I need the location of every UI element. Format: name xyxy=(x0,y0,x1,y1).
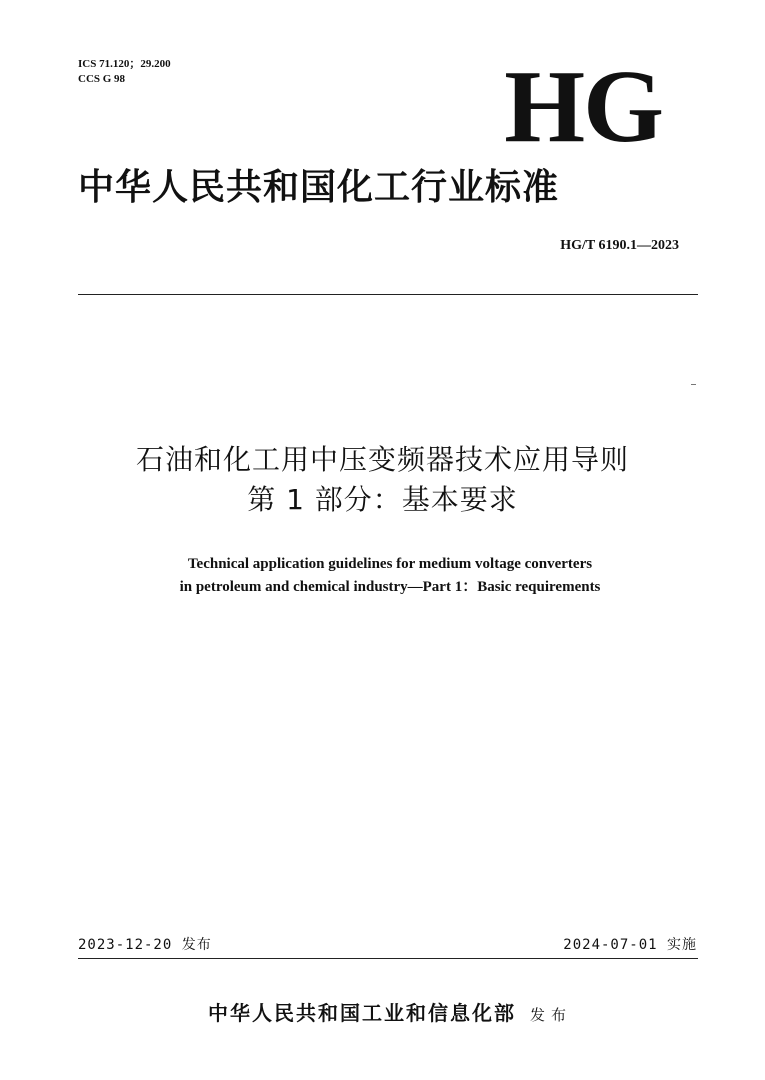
classification-codes xyxy=(78,57,171,87)
publisher-name: 中华人民共和国工业和信息化部 xyxy=(207,1001,516,1025)
publisher-line xyxy=(0,997,765,1026)
top-divider xyxy=(78,294,698,295)
bottom-divider xyxy=(78,958,698,959)
publish-verb: 发布 xyxy=(529,1006,572,1024)
chinese-title-line-2: 第 1 部分：基本要求 xyxy=(247,483,518,516)
standard-type-heading: 中华人民共和国化工行业标准 xyxy=(78,166,560,208)
implementation-date: 2024-07-01 实施 xyxy=(563,937,697,953)
english-title-line-2: in petroleum and chemical industry—Part 1：Basic requirements xyxy=(179,579,601,595)
ccs-code: CCS G 98 xyxy=(78,73,126,85)
issue-date: 2023-12-20 发布 xyxy=(78,937,212,953)
chinese-title-line-1: 石油和化工用中压变频器技术应用导则 xyxy=(135,443,629,476)
margin-mark xyxy=(691,384,696,385)
ics-code: ICS 71.120；29.200 xyxy=(78,58,171,70)
standard-number: HG/T 6190.1—2023 xyxy=(560,238,679,253)
hg-logo: HG xyxy=(504,49,662,164)
english-title-line-1: Technical application guidelines for medium voltage converters xyxy=(187,556,593,572)
